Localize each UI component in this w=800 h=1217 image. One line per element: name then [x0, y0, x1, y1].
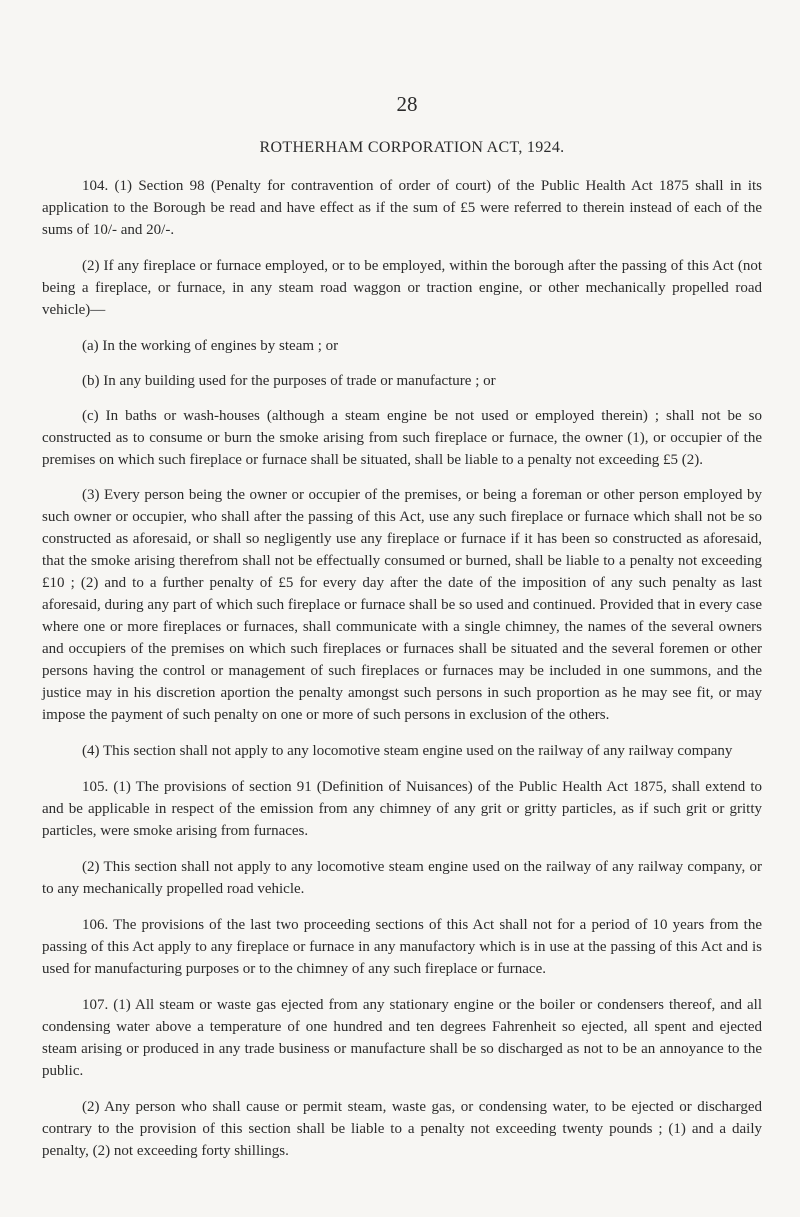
- section-105-2: (2) This section shall not apply to any locomotive steam engine used on the railway of any railway company, or to any mechanically propelled road vehicle.: [42, 859, 762, 897]
- running-title: ROTHERHAM CORPORATION ACT, 1924.: [259, 139, 565, 156]
- section-104-3: (3) Every person being the owner or occupier of the premises, or being a foreman or other person employed by such owner or occupier, who shall after the passing of this Act, use any such fireplace or furnace which shall not be so constructed as aforesaid, or shall so negligently use any fireplace or furnace if it has been so constructed as aforesaid, that the smoke arising therefrom shall not be effectually consumed or burned, shall be liable to a penalty not exceeding £10 ; (2) and to a further penalty of £5 for every day after the date of the imposition of any such penalty as last aforesaid, during any part of which such fireplace or furnace shall be so used and continued. Provided that in every case where one or more fireplaces or furnaces, shall communicate with a single chimney, the names of the several owners and occupiers of the premises on which such fireplaces or furnaces shall be situated and the several foremen or other persons having the control or management of such fireplaces or furnaces may be included in one summons, and the justice may in his discretion aportion the penalty amongst such persons in such proportion as he may see fit, or may impose the payment of such penalty on one or more of such persons in exclusion of the others.: [42, 487, 762, 723]
- section-107-2: (2) Any person who shall cause or permit steam, waste gas, or condensing water, to be ejected or discharged contrary to the provision of this section shall be liable to a penalty not exceeding twenty pounds ; (1) and a daily penalty, (2) not exceeding forty shillings.: [42, 1099, 762, 1159]
- section-104-4: (4) This section shall not apply to any locomotive steam engine used on the railway of any railway company: [82, 743, 733, 759]
- section-104-2-c: (c) In baths or wash-houses (although a steam engine be not used or employed therein) ; shall not be so constructed as to consume or burn the smoke arising from such fireplace or furnace, the owner (1), or occupier of the premises on which such fireplace or furnace shall be situated, shall be liable to a penalty not exceeding £5 (2).: [42, 408, 762, 468]
- section-104-2: (2) If any fireplace or furnace employed, or to be employed, within the borough after the passing of this Act (not being a fireplace, or furnace, in any steam road waggon or traction engine, or other mechanically propelled road vehicle)—: [42, 258, 762, 318]
- section-104-2-b: (b) In any building used for the purposes of trade or manufacture ; or: [82, 373, 496, 389]
- section-106: 106. The provisions of the last two proceeding sections of this Act shall not for a period of 10 years from the passing of this Act apply to any fireplace or furnace in any manufactory which is in use at the passing of this Act and is used for manufacturing purposes or to the chimney of any such fireplace or furnace.: [42, 917, 762, 977]
- section-104-2-a: (a) In the working of engines by steam ; or: [82, 338, 339, 354]
- section-105-1: 105. (1) The provisions of section 91 (Definition of Nuisances) of the Public Health Act 1875, shall extend to and be applicable in respect of the emission from any chimney of any grit or gritty particles, as if such grit or gritty particles, were smoke arising from furnaces.: [42, 779, 762, 839]
- section-104-1: 104. (1) Section 98 (Penalty for contravention of order of court) of the Public Health Act 1875 shall in its application to the Borough be read and have effect as if the sum of £5 were referred to therein instead of each of the sums of 10/- and 20/-.: [42, 178, 762, 238]
- document-page: [42, 92, 762, 1176]
- page-number: 28: [396, 92, 418, 116]
- section-107-1: 107. (1) All steam or waste gas ejected from any stationary engine or the boiler or condensers thereof, and all condensing water above a temperature of one hundred and ten degrees Fahrenheit so ejected, all spent and ejected steam arising or produced in any trade business or manufacture shall be so discharged as not to be an annoyance to the public.: [42, 997, 762, 1079]
